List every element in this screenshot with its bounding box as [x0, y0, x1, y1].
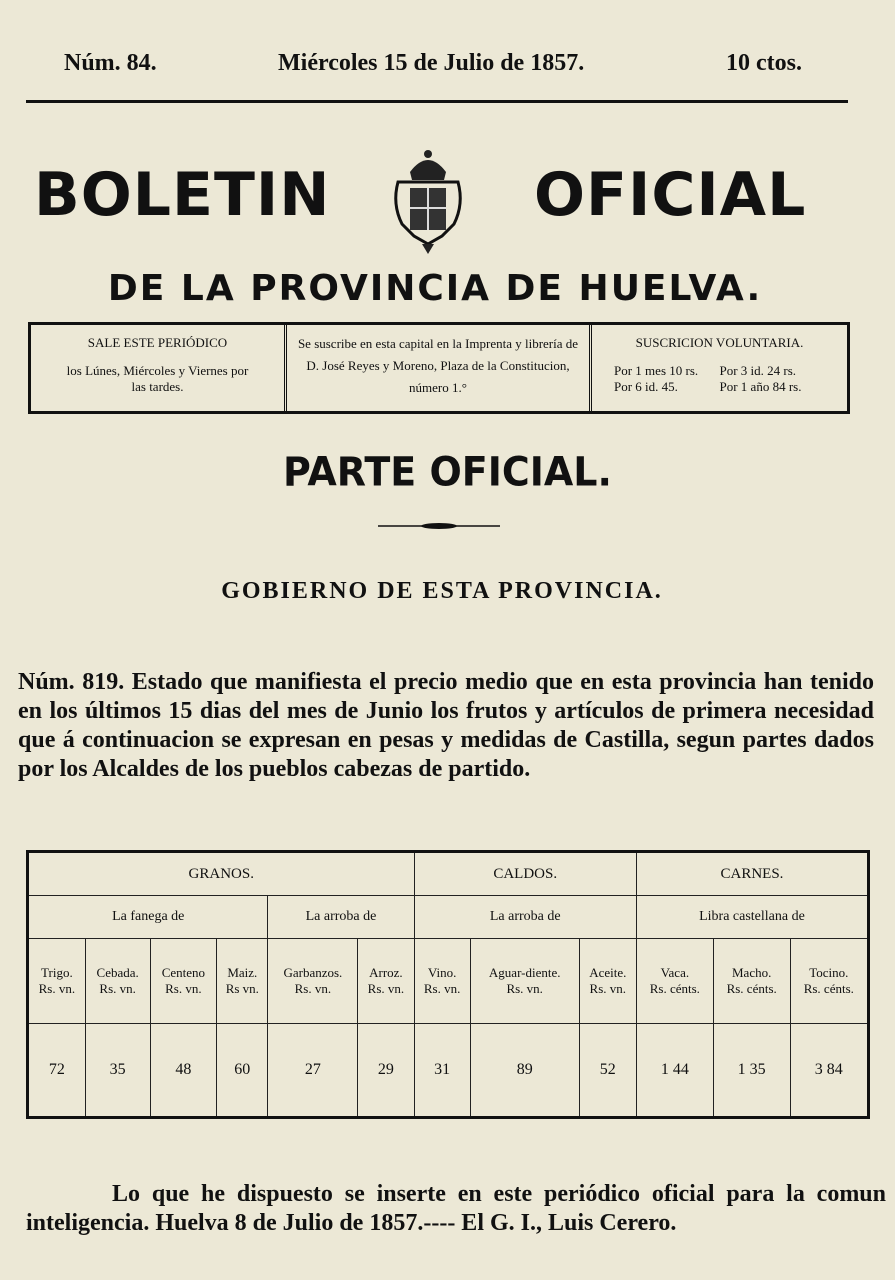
- column-header: Arroz. Rs. vn.: [358, 939, 414, 1024]
- column-header: Trigo. Rs. vn.: [28, 939, 86, 1024]
- table-cell: 72: [28, 1024, 86, 1118]
- notice-text: Estado que manifiesta el precio medio que en esta provincia han tenido en los últimos 15 dias del mes de Junio los frutos y artículos de primera necesidad que á continuacion se expresan en pesas y medidas de Castilla, segun partes dados por los Alcaldes de los pueblos cabezas de partido.: [18, 669, 875, 782]
- ornament-divider: [378, 514, 500, 520]
- table-cell: 1 44: [636, 1024, 713, 1118]
- column-header: Macho. Rs. cénts.: [713, 939, 790, 1024]
- subscription-location: Se suscribe en esta capital en la Imprenta y librería de D. José Reyes y Moreno, Plaza de la Constitucion, número 1.°: [287, 325, 592, 411]
- masthead-title-left: BOLETIN: [34, 160, 331, 230]
- rate-item: Por 3 id. 24 rs.: [719, 363, 797, 378]
- rate-item: Por 1 año 84 rs.: [719, 379, 802, 394]
- column-header: Aceite. Rs. vn.: [579, 939, 636, 1024]
- unit-header: La fanega de: [28, 896, 268, 939]
- values-row: [28, 1024, 869, 1118]
- price-table: [26, 850, 870, 1119]
- table-cell: 89: [470, 1024, 579, 1118]
- table-cell: 3 84: [790, 1024, 868, 1118]
- rate-item: Por 1 mes 10 rs.: [614, 363, 699, 378]
- group-header: CALDOS.: [414, 852, 636, 896]
- unit-header: La arroba de: [414, 896, 636, 939]
- issue-price: 10 ctos.: [726, 50, 802, 76]
- issue-date: Miércoles 15 de Julio de 1857.: [278, 50, 585, 76]
- subscription-info-box: [28, 322, 850, 414]
- closing-text: Lo que he dispuesto se inserte en este periódico oficial para la comun inteligencia. Huelva 8 de Julio de 1857.---- El G. I., Luis Cerero.: [26, 1181, 886, 1236]
- rate-item: Por 6 id. 45.: [614, 379, 678, 394]
- rates-title: SUSCRICION VOLUNTARIA.: [635, 335, 804, 350]
- table-cell: 31: [414, 1024, 470, 1118]
- masthead-subtitle: DE LA PROVINCIA DE HUELVA.: [107, 268, 763, 309]
- schedule-text: los Lúnes, Miércoles y Viernes por las tardes.: [66, 363, 249, 394]
- notice-paragraph: [18, 668, 874, 784]
- table-cell: 35: [85, 1024, 150, 1118]
- publication-schedule: [31, 325, 287, 411]
- column-header: Tocino. Rs. cénts.: [790, 939, 868, 1024]
- table-cell: 27: [268, 1024, 358, 1118]
- table-cell: 48: [150, 1024, 217, 1118]
- unit-header: Libra castellana de: [636, 896, 868, 939]
- issue-number: Núm. 84.: [64, 50, 157, 76]
- section-title: PARTE OFICIAL.: [283, 448, 612, 496]
- schedule-title: SALE ESTE PERIÓDICO: [87, 335, 228, 350]
- coat-of-arms-icon: [388, 144, 468, 254]
- masthead-title-right: OFICIAL: [534, 160, 807, 230]
- subscription-rates: [592, 325, 847, 411]
- column-header-row: [28, 939, 869, 1024]
- group-header: CARNES.: [636, 852, 868, 896]
- table-cell: 60: [217, 1024, 268, 1118]
- top-rule: [26, 100, 848, 103]
- column-header: Garbanzos. Rs. vn.: [268, 939, 358, 1024]
- column-header: Centeno Rs. vn.: [150, 939, 217, 1024]
- government-heading: GOBIERNO DE ESTA PROVINCIA.: [221, 578, 663, 604]
- unit-header: La arroba de: [268, 896, 414, 939]
- column-header: Cebada. Rs. vn.: [85, 939, 150, 1024]
- column-header: Aguar-diente. Rs. vn.: [470, 939, 579, 1024]
- column-header: Vino. Rs. vn.: [414, 939, 470, 1024]
- table-cell: 1 35: [713, 1024, 790, 1118]
- notice-number: Núm. 819.: [18, 669, 125, 695]
- column-header: Vaca. Rs. cénts.: [636, 939, 713, 1024]
- group-header: GRANOS.: [28, 852, 415, 896]
- closing-paragraph: [26, 1180, 886, 1238]
- table-cell: 52: [579, 1024, 636, 1118]
- column-header: Maiz. Rs vn.: [217, 939, 268, 1024]
- table-cell: 29: [358, 1024, 414, 1118]
